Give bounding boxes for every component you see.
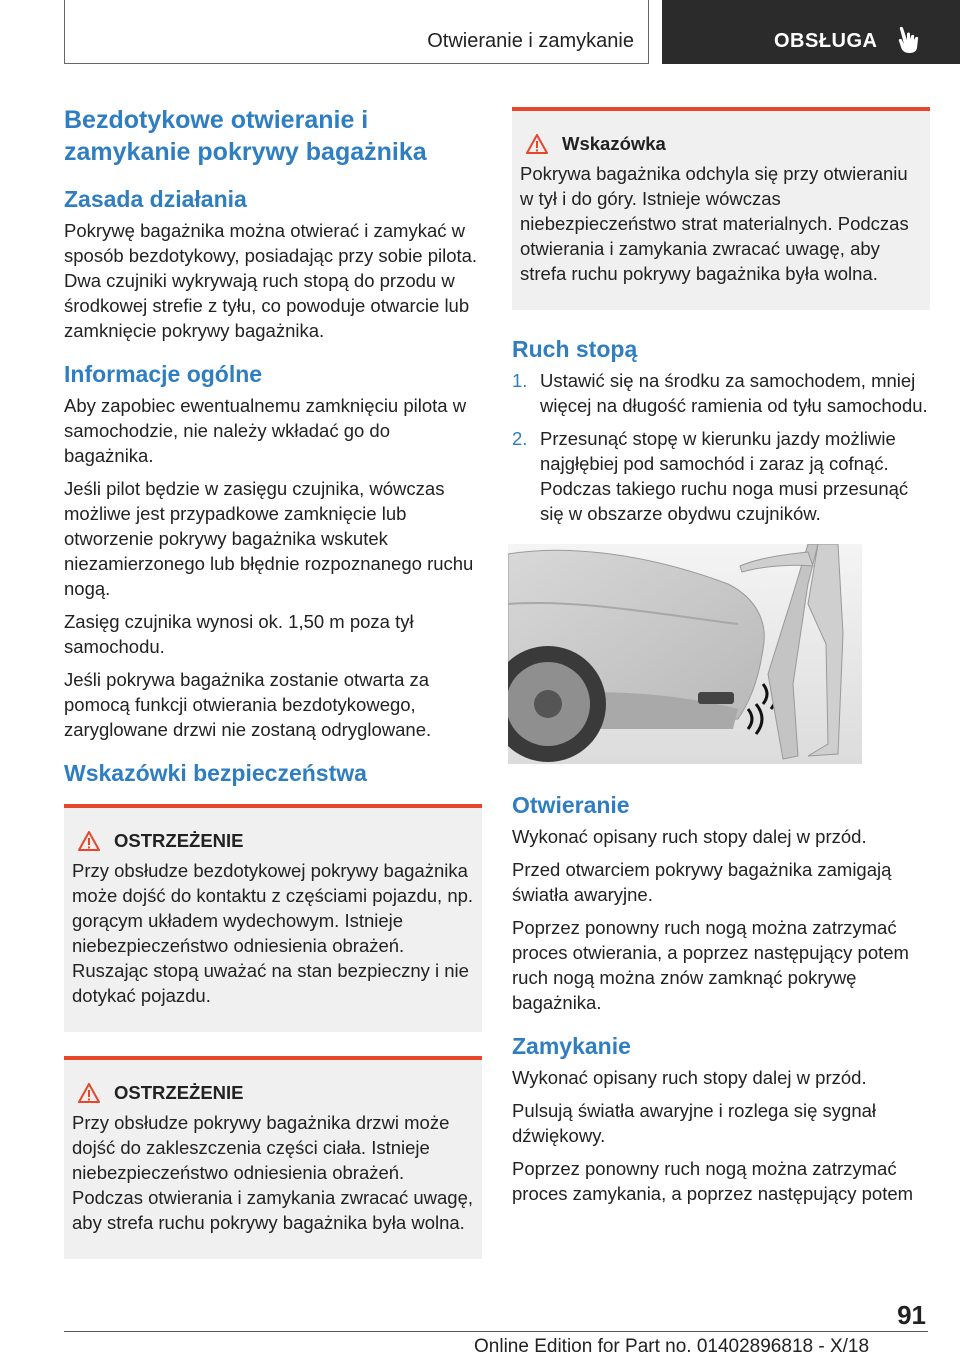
header-section-title: Otwieranie i zamykanie [427, 30, 634, 52]
warning-box-1 [64, 804, 482, 1032]
warning-2-title: OSTRZEŻENIE [114, 1082, 244, 1103]
warning-1-title: OSTRZEŻENIE [114, 830, 244, 851]
car-illustration [508, 544, 862, 764]
general-info-paragraph-4: Jeśli pokrywa bagażnika zostanie otwarta za pomocą funkcji otwierania bezdotykowego, zaryglowane drzwi nie zostaną odryglowane. [64, 669, 432, 740]
principle-paragraph: Pokrywę bagażnika można otwierać i zamykać w sposób bezdotykowy, posiadając przy sobie pilota. Dwa czujniki wykrywają ruch stopą do przodu w środkowej strefie z tyłu, co powoduje otwarcie lub zamknięcie pokrywy bagażnika. [64, 220, 478, 341]
warning-2-text: Przy obsłudze pokrywy bagażnika drzwi może dojść do zakleszczenia części ciała. Istnieje niebezpieczeństwo odniesienia obrażeń. Podczas otwierania i zamykania zwracać uwagę, aby strefa ruchu pokrywy bagażnika była wolna. [72, 1112, 474, 1233]
general-info-paragraph-3: Zasięg czujnika wynosi ok. 1,50 m poza tył samochodu. [64, 611, 414, 657]
heading-safety: Wskazówki bezpieczeństwa [64, 760, 367, 786]
general-info-paragraph-1: Aby zapobiec ewentualnemu zamknięciu pilota w samochodzie, nie należy wkładać go do bagażnika. [64, 395, 467, 466]
note-title: Wskazówka [562, 133, 666, 154]
heading-foot-motion: Ruch stopą [512, 336, 638, 362]
closing-paragraph-1: Wykonać opisany ruch stopy dalej w przód. [512, 1067, 867, 1088]
footer-divider [64, 1331, 928, 1332]
general-info-paragraph-2: Jeśli pilot będzie w zasięgu czujnika, wówczas możliwe jest przypadkowe zamknięcie lub otworzenie pokrywy bagażnika wskutek niezamierzonego lub błędnie rozpoznanego ruchu nogą. [64, 478, 474, 599]
header-section-box [64, 0, 649, 64]
steps-list [512, 368, 930, 526]
list-item: 1. Ustawić się na środku za samochodem, mniej więcej na długość ramienia od tyłu samochodu. [512, 370, 928, 416]
heading-closing: Zamykanie [512, 1033, 631, 1059]
opening-paragraph-2: Przed otwarciem pokrywy bagażnika zamigają światła awaryjne. [512, 859, 892, 905]
warning-box-2 [64, 1056, 482, 1259]
footer-edition: Online Edition for Part no. 01402896818 - X/18 [474, 1336, 870, 1357]
opening-paragraph-3: Poprzez ponowny ruch nogą można zatrzymać proces otwierania, a poprzez następujący potem ruch nogą można znów zamknąć pokrywę bagażnika. [512, 917, 909, 1013]
closing-paragraph-3: Poprzez ponowny ruch nogą można zatrzymać proces zamykania, a poprzez następujący potem [512, 1158, 914, 1204]
heading-general-info: Informacje ogólne [64, 361, 263, 387]
right-column [512, 103, 930, 1214]
pointing-hand-icon [896, 26, 922, 54]
warning-1-text: Przy obsłudze bezdotykowej pokrywy bagażnika może dojść do kontaktu z częściami pojazdu, np. gorącym układem wydechowym. Istnieje niebezpieczeństwo odniesienia obrażeń. Ruszając stopą uważać na stan bezpieczny i nie dotykać pojazdu. [72, 860, 474, 1006]
page-number: 91 [897, 1300, 926, 1330]
warning-triangle-icon [526, 134, 548, 154]
list-item: 2. Przesunąć stopę w kierunku jazdy możliwie najgłębiej pod samochód i zaraz ją cofnąć. Podczas takiego ruchu noga musi przesunąć się w obszarze obydwu czujników. [512, 428, 909, 524]
page-title: Bezdotykowe otwieranie i zamykanie pokrywy bagażnika [64, 106, 427, 166]
note-text: Pokrywa bagażnika odchyla się przy otwieraniu w tył i do góry. Istnieje wówczas niebezpieczeństwo strat materialnych. Podczas otwierania i zamykania zwracać uwagę, aby strefa ruchu pokrywy bagażnika była wolna. [520, 163, 909, 284]
left-column [64, 100, 482, 1259]
heading-opening: Otwieranie [512, 792, 630, 818]
header-chapter-title: OBSŁUGA [774, 30, 878, 52]
note-box [512, 107, 930, 310]
car-kick-sensor-image [508, 544, 862, 764]
warning-triangle-icon [78, 831, 100, 851]
closing-paragraph-2: Pulsują światła awaryjne i rozlega się sygnał dźwiękowy. [512, 1100, 877, 1146]
warning-triangle-icon [78, 1083, 100, 1103]
opening-paragraph-1: Wykonać opisany ruch stopy dalej w przód. [512, 826, 867, 847]
heading-principle: Zasada działania [64, 186, 247, 212]
